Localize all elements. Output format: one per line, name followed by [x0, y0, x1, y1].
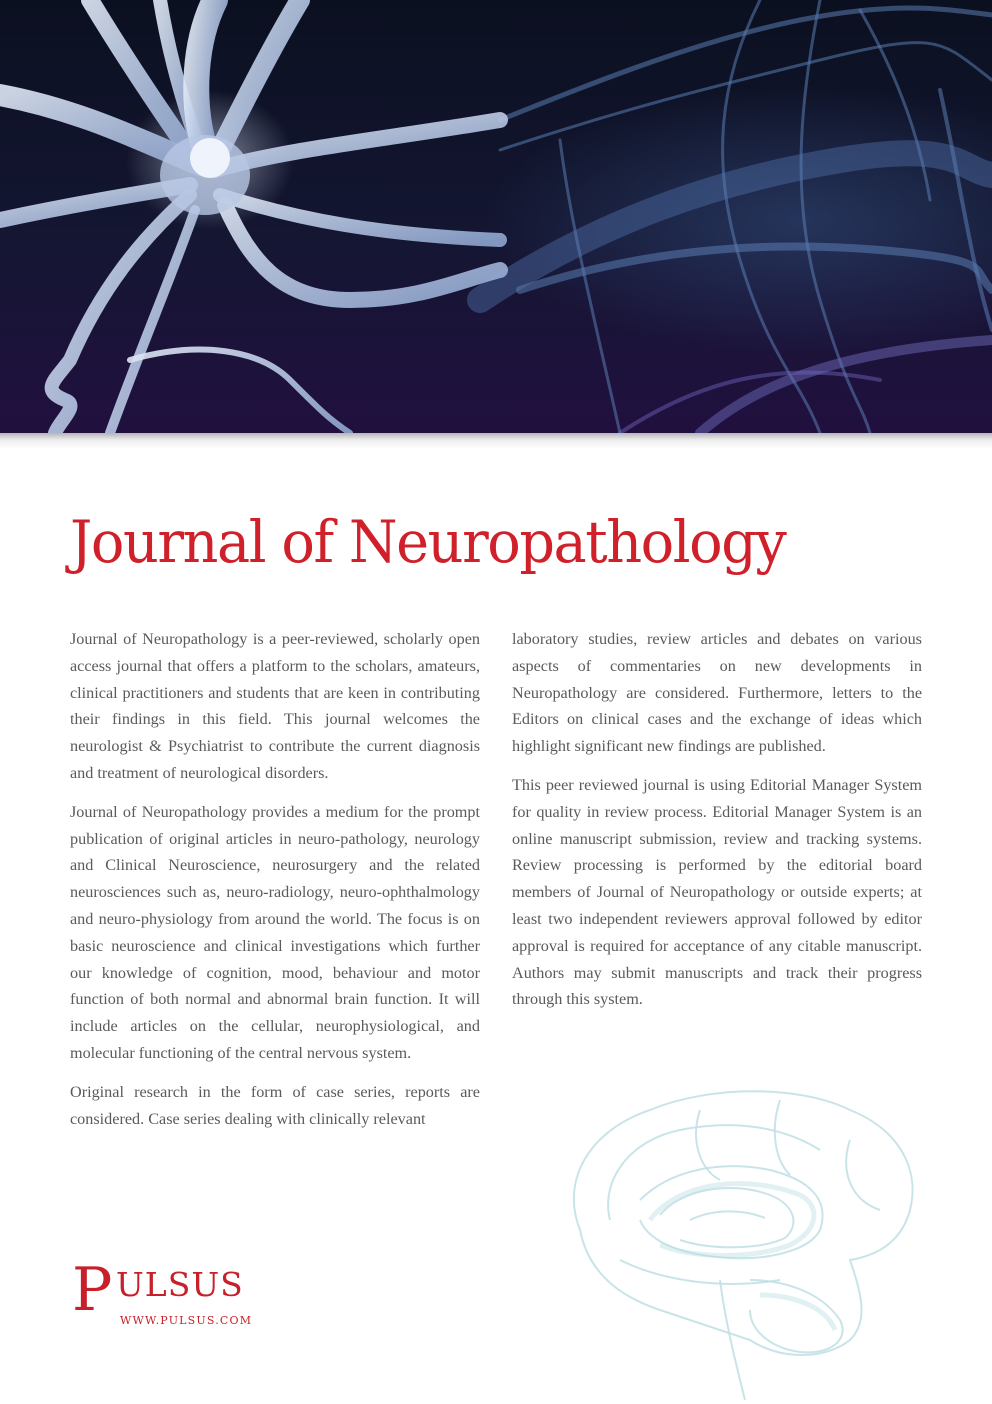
- paragraph-scope: Journal of Neuropathology provides a medium for the prompt publication of original articles in neuro-pathology, neurology and Clinical Neuroscience, neurosurgery and the related neurosciences such as, neuro-radiology, neuro-ophthalmology and neuro-physiology from around the world. The focus is on basic neuroscience and clinical investigations which further our knowledge of cognition, mood, behaviour and motor function of both normal and abnormal brain function. It will include articles on the cellular, neurophysiological, and molecular functioning of the central nervous system.: [70, 802, 480, 1062]
- logo-initial: P: [72, 1255, 113, 1325]
- neuron-illustration-icon: [0, 0, 992, 433]
- paragraph-intro: Journal of Neuropathology is a peer-reviewed, scholarly open access journal that offers a platform to the scholars, amateurs, clinical practitioners and students that are keen in contributing their findings in this field. This journal welcomes the neurologist & Psychiatrist to contribute the current diagnosis and treatment of neurological disorders.: [70, 630, 480, 782]
- left-column: [70, 626, 480, 1144]
- hero-shadow-divider: [0, 433, 992, 449]
- pulsus-logo[interactable]: [72, 1255, 253, 1327]
- brain-illustration: [550, 1080, 960, 1400]
- paragraph-research-types-continued: laboratory studies, review articles and debates on various aspects of commentaries on new developments in Neuropathology are considered. Furthermore, letters to the Editors on clinical cases and the exchange of ideas which highlight significant new findings are published.: [512, 630, 922, 756]
- logo-rest: ULSUS: [116, 1265, 244, 1304]
- page-title: Journal of Neuropathology: [70, 508, 786, 576]
- paragraph-research-types: Original research in the form of case series, reports are considered. Case series dealing with clinically relevant: [70, 1082, 480, 1128]
- hero-neuron-image: [0, 0, 992, 433]
- paragraph-review-process: This peer reviewed journal is using Editorial Manager System for quality in review process. Editorial Manager System is an online manuscript submission, review and tracking systems. Review processing is performed by the editorial board members of Journal of Neuropathology or outside experts; at least two independent reviewers approval followed by editor approval is required for acceptance of any citable manuscript. Authors may submit manuscripts and track their progress through this system.: [512, 775, 922, 1009]
- brain-outline-icon: [550, 1080, 960, 1400]
- logo-url-link[interactable]: WWW.PULSUS.COM: [120, 1314, 253, 1327]
- right-column: [512, 626, 922, 1025]
